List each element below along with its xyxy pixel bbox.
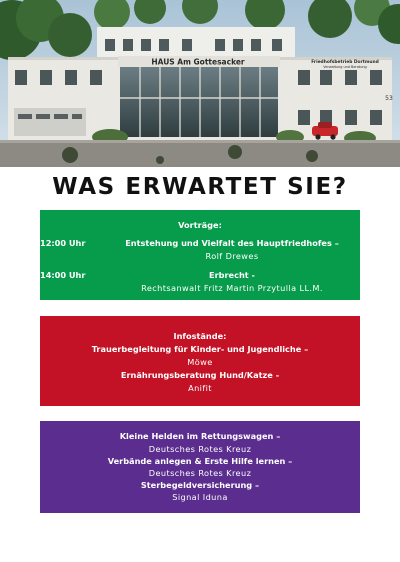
offer-1-topic: Kleine Helden im Rettungswagen –: [119, 431, 281, 441]
lectures-title: Vorträge:: [178, 220, 222, 230]
lecture-1-topic: Entstehung und Vielfalt des Hauptfriedhofes –: [125, 238, 339, 248]
offer-3-topic: Sterbegeldversicherung –: [140, 480, 260, 490]
lecture-1-time: 12:00 Uhr: [40, 238, 86, 248]
info-stand-1-topic: Trauerbegleitung für Kinder- und Jugendliche –: [91, 344, 309, 354]
info-stand-1-provider: Möwe: [187, 357, 213, 367]
building-sign-right: Friedhofsbetrieb Dortmund: [311, 60, 379, 65]
info-stands-box: [40, 316, 360, 406]
offer-2-topic: Verbände anlegen & Erste Hilfe lernen –: [107, 456, 293, 466]
lecture-2-speaker: Rechtsanwalt Fritz Martin Przytulla LL.M.: [141, 283, 323, 293]
offer-3-provider: Signal Iduna: [172, 492, 228, 502]
glass-entrance: [120, 67, 278, 137]
lecture-1-speaker: Rolf Drewes: [205, 251, 259, 261]
more-offers-box: [40, 421, 360, 513]
offer-2-provider: Deutsches Rotes Kreuz: [148, 468, 252, 478]
pavement: [0, 140, 400, 167]
page-headline: WAS ERWARTET SIE?: [52, 174, 348, 200]
building-sign: HAUS Am Gottesacker: [151, 57, 245, 67]
lectures-box: [40, 210, 360, 300]
house-number: 53: [385, 95, 393, 102]
info-stand-2-provider: Anifit: [188, 383, 212, 393]
offer-1-provider: Deutsches Rotes Kreuz: [148, 444, 252, 454]
lecture-2-topic: Erbrecht -: [209, 270, 255, 280]
building-illustration: [0, 0, 400, 167]
lecture-2-time: 14:00 Uhr: [40, 270, 86, 280]
building-sign-right-sub: Verwaltung und Beratung: [323, 65, 367, 69]
building-photo: [0, 0, 400, 167]
garage: [14, 108, 86, 136]
info-stand-2-topic: Ernährungsberatung Hund/Katze -: [120, 370, 280, 380]
info-stands-title: Infostände:: [173, 331, 227, 341]
